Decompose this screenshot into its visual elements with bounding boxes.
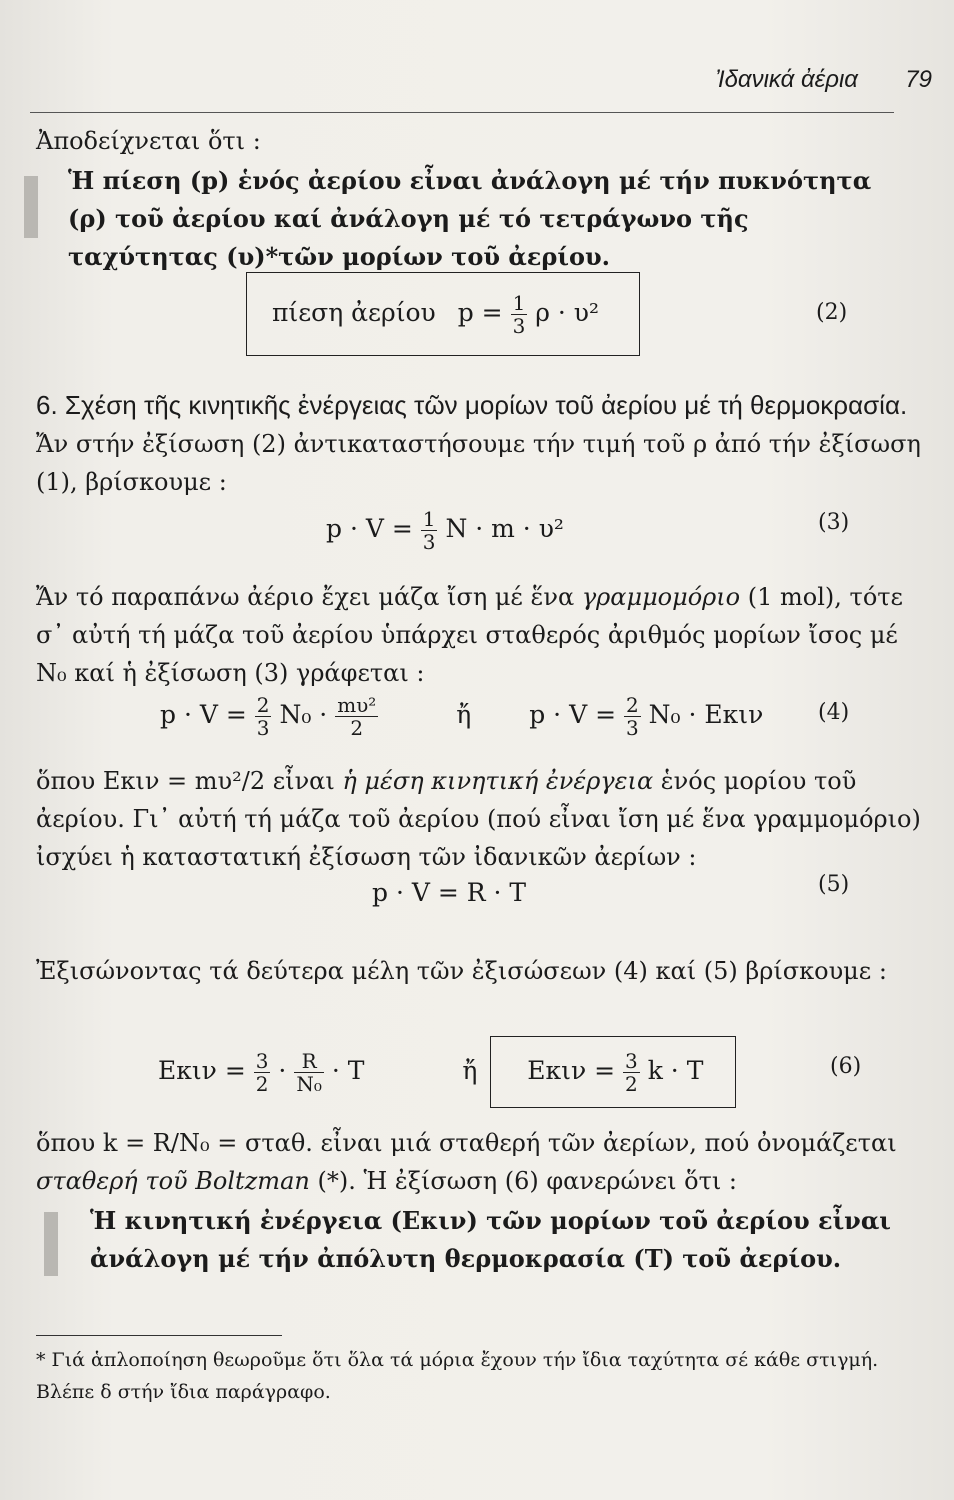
equation-2	[272, 292, 599, 337]
eq6-number: (6)	[830, 1054, 862, 1079]
highlight-bar	[24, 176, 38, 238]
intro-text: Ἀποδείχνεται ὅτι :	[36, 127, 261, 155]
eq2-rhs: ρ · υ²	[535, 298, 600, 327]
eq2-label: πίεση ἀερίου	[272, 298, 436, 327]
paragraph-boltzmann: ὅπου k = R/N₀ = σταθ. εἶναι μιά σταθερή τῶν ἀερίων, πού ὀνομάζεται σταθερή τοῦ Boltzman (*). Ἡ ἐξίσωση (6) φανερώνει ὅτι :	[36, 1129, 897, 1195]
eq2-fraction: $\frac{1}{3}$	[512, 291, 526, 338]
highlight-statement-energy: Ἡ κινητική ἐνέργεια (Eκιν) τῶν μορίων τοῦ ἀερίου εἶναι ἀνάλογη μέ τήν ἀπόλυτη θερμοκρασία (T) τοῦ ἀερίου.	[90, 1206, 891, 1273]
paragraph-mole: Ἄν τό παραπάνω ἀέριο ἔχει μάζα ἴση μέ ἕνα γραμμομόριο (1 mol), τότε σ᾿ αὐτή τή μάζα τοῦ ἀερίου ὑπάρχει σταθερός ἀριθμός μορίων ἴσος μέ N₀ καί ἡ ἐξίσωση (3) γράφεται :	[36, 583, 903, 687]
section-6-text: Ἄν στήν ἐξίσωση (2) ἀντικαταστήσουμε τήν τιμή τοῦ ρ ἀπό τήν ἐξίσωση (1), βρίσκουμε :	[36, 430, 921, 496]
term-boltzmann: σταθερή τοῦ Boltzman	[36, 1167, 310, 1195]
footnote-rule	[36, 1335, 282, 1336]
eq3-number: (3)	[818, 510, 850, 535]
footnote: * Γιά ἁπλοποίηση θεωροῦμε ὅτι ὅλα τά μόρια ἔχουν τήν ἴδια ταχύτητα σέ κάθε στιγμή. Βλέπε δ στήν ἴδια παράγραφο.	[36, 1349, 879, 1403]
equation-5: p · V = R · T	[372, 878, 527, 907]
eq6-or: ἤ	[462, 1056, 478, 1085]
header-rule	[30, 112, 894, 113]
paragraph-equating: Ἐξισώνοντας τά δεύτερα μέλη τῶν ἐξισώσεων (4) καί (5) βρίσκουμε :	[36, 957, 887, 985]
term-mean-kinetic-energy: ἡ μέση κινητική ἐνέργεια	[342, 767, 654, 795]
paragraph-mean-energy: ὅπου Eκιν = mυ²/2 εἶναι ἡ μέση κινητική ἐνέργεια ἑνός μορίου τοῦ ἀερίου. Γι᾿ αὐτή τή μάζα τοῦ ἀερίου (πού εἶναι ἴση μέ ἕνα γραμμομόριο) ἰσχύει ἡ καταστατική ἐξίσωση τῶν ἰδανικῶν ἀερίων :	[36, 767, 921, 871]
eq2-lhs: p =	[457, 298, 503, 327]
eq6-lhs: Eκιν =	[158, 1056, 246, 1085]
section-6-heading: 6. Σχέση τῆς κινητικῆς ἐνέργειας τῶν μορίων τοῦ ἀερίου μέ τή θερμοκρασία.	[36, 390, 908, 420]
eq3-lhs: p · V =	[326, 514, 413, 543]
eq2-number: (2)	[816, 300, 848, 325]
page-number: 79	[905, 66, 932, 93]
eq4-lhs: p · V =	[160, 700, 247, 729]
highlight-statement-pressure: Ἡ πίεση (p) ἑνός ἀερίου εἶναι ἀνάλογη μέ τήν πυκνότητα (ρ) τοῦ ἀερίου καί ἀνάλογη μέ τό τετράγωνο τῆς ταχύτητας (υ)*τῶν μορίων τοῦ ἀερίου.	[68, 166, 872, 271]
equation-6: Eκιν = $\frac{3}{2}$ · $\frac{R}{\text{N₀}}$ · T ἤ Eκιν = $\frac{3}{2}$ k · T	[158, 1049, 704, 1096]
equation-3	[326, 508, 564, 553]
eq3-rhs: N · m · υ²	[445, 514, 564, 543]
equation-4: p · V = $\frac{2}{3}$ N₀ · $\frac{\text{mυ²}}{2}$ ἤ p · V = $\frac{2}{3}$ N₀ · Eκιν	[160, 693, 764, 740]
eq4-or: ἤ	[456, 700, 472, 729]
section-6	[36, 386, 928, 501]
eq4-number: (4)	[818, 700, 850, 725]
running-header-title: Ἰδανικά ἀέρια	[715, 66, 858, 93]
eq5-number: (5)	[818, 872, 850, 897]
eq3-fraction: $\frac{1}{3}$	[422, 507, 436, 554]
term-mole: γραμμομόριο	[581, 583, 741, 611]
highlight-bar-2	[44, 1212, 58, 1276]
